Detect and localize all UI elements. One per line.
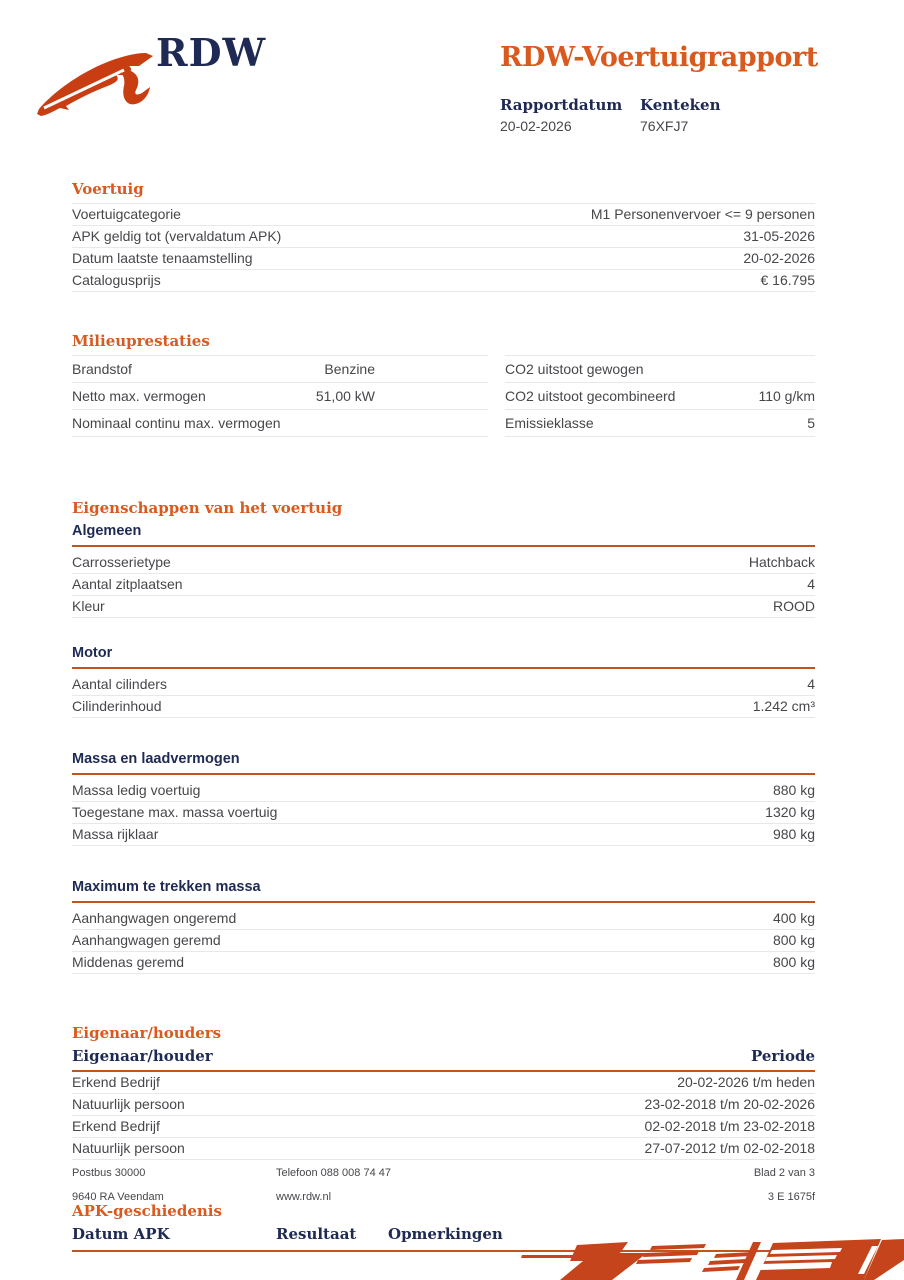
field-label: Brandstof (72, 360, 132, 377)
period-cell: 23-02-2018 t/m 20-02-2026 (644, 1096, 815, 1112)
algemeen-rows (72, 547, 815, 618)
footer-phone: Telefoon 088 008 74 47 (276, 1167, 391, 1179)
owner-cell: Erkend Bedrijf (72, 1118, 160, 1134)
field-row (72, 204, 815, 226)
field-value: 31-05-2026 (743, 228, 815, 244)
section-heading-voertuig: Voertuig (72, 180, 144, 198)
field-label: Massa ledig voertuig (72, 782, 201, 798)
field-value: Benzine (324, 360, 375, 377)
table-row (72, 1138, 815, 1160)
apk-remarks-column-header: Opmerkingen (388, 1225, 503, 1243)
field-value: 880 kg (772, 782, 815, 798)
owner-column-header: Eigenaar/houder (72, 1047, 213, 1065)
field-label: Kleur (72, 598, 105, 614)
field-label: Emissieklasse (505, 414, 594, 431)
field-label: Datum laatste tenaamstelling (72, 250, 253, 266)
field-value: 400 kg (772, 910, 815, 926)
report-title: RDW-Voertuigrapport (500, 42, 818, 73)
field-value: € 16.795 (760, 272, 815, 288)
field-value: 1.242 cm³ (752, 698, 815, 714)
field-row (72, 596, 815, 618)
field-label: Aantal zitplaatsen (72, 576, 183, 592)
field-row (72, 952, 815, 974)
field-row (72, 802, 815, 824)
field-label: CO2 uitstoot gewogen (505, 360, 644, 377)
field-value: 51,00 kW (315, 387, 375, 404)
rdw-wordmark: RDW (156, 30, 267, 75)
field-label: Aanhangwagen geremd (72, 932, 221, 948)
field-label: Aanhangwagen ongeremd (72, 910, 237, 926)
period-cell: 20-02-2026 t/m heden (677, 1074, 815, 1090)
owner-rows (72, 1072, 815, 1160)
field-row (72, 696, 815, 718)
field-value: 4 (807, 676, 815, 692)
section-heading-milieuprestaties: Milieuprestaties (72, 332, 210, 350)
voertuig-rows (72, 203, 815, 292)
report-date-label: Rapportdatum (500, 96, 623, 114)
field-row (72, 356, 488, 383)
apk-result-column-header: Resultaat (276, 1225, 357, 1243)
period-cell: 02-02-2018 t/m 23-02-2018 (644, 1118, 815, 1134)
field-value: M1 Personenvervoer <= 9 personen (590, 206, 815, 222)
footer-form-code: 3 E 1675f (767, 1191, 815, 1203)
field-label: Middenas geremd (72, 954, 185, 970)
field-row (72, 669, 815, 696)
field-label: Voertuigcategorie (72, 206, 181, 222)
field-row (72, 226, 815, 248)
milieu-columns (72, 355, 815, 437)
report-date-value: 20-02-2026 (500, 118, 572, 134)
field-value: ROOD (773, 598, 815, 614)
field-row (72, 410, 488, 437)
owner-cell: Natuurlijk persoon (72, 1140, 185, 1156)
field-row (72, 547, 815, 574)
section-heading-eigenaar: Eigenaar/houders (72, 1024, 222, 1042)
field-row (72, 270, 815, 292)
field-value: 110 g/km (758, 387, 815, 404)
field-row (72, 383, 488, 410)
field-value: 1320 kg (765, 804, 815, 820)
apk-date-column-header: Datum APK (72, 1225, 170, 1243)
speed-lines-icon (520, 1234, 904, 1280)
subsection-heading-motor: Motor (72, 644, 815, 669)
field-value: Hatchback (748, 554, 815, 570)
field-label: Cilinderinhoud (72, 698, 162, 714)
field-row (72, 930, 815, 952)
table-row (72, 1116, 815, 1138)
subsection-heading-massa: Massa en laadvermogen (72, 750, 815, 775)
field-label: Catalogusprijs (72, 272, 161, 288)
field-label: Aantal cilinders (72, 676, 167, 692)
license-plate-value: 76XFJ7 (640, 118, 689, 134)
field-label: Toegestane max. massa voertuig (72, 804, 278, 820)
field-label: APK geldig tot (vervaldatum APK) (72, 228, 282, 244)
section-heading-apk: APK-geschiedenis (72, 1202, 222, 1220)
footer-website: www.rdw.nl (276, 1191, 332, 1203)
massa-rows (72, 775, 815, 846)
field-label: Massa rijklaar (72, 826, 159, 842)
field-value: 980 kg (772, 826, 815, 842)
report-body (72, 180, 815, 1252)
field-row (505, 410, 815, 437)
license-plate-label: Kenteken (640, 96, 721, 114)
field-value: 800 kg (772, 954, 815, 970)
table-row (72, 1094, 815, 1116)
page-footer (72, 1167, 815, 1203)
field-value: 20-02-2026 (743, 250, 815, 266)
subsection-heading-trekken: Maximum te trekken massa (72, 878, 815, 903)
rdw-feather-icon (36, 44, 160, 122)
period-column-header: Periode (750, 1047, 815, 1065)
owner-cell: Natuurlijk persoon (72, 1096, 185, 1112)
field-row (505, 383, 815, 410)
trekken-rows (72, 903, 815, 974)
field-value: 4 (807, 576, 815, 592)
table-row (72, 1072, 815, 1094)
milieu-left-column (72, 355, 488, 437)
field-label: Nominaal continu max. vermogen (72, 414, 281, 431)
field-label: Carrosserietype (72, 554, 171, 570)
motor-rows (72, 669, 815, 718)
field-row (72, 248, 815, 270)
section-heading-eigenschappen: Eigenschappen van het voertuig (72, 499, 343, 517)
field-row (72, 775, 815, 802)
subsection-heading-algemeen: Algemeen (72, 522, 815, 547)
field-row (72, 903, 815, 930)
footer-address-line1: Postbus 30000 (72, 1167, 146, 1179)
field-label: Netto max. vermogen (72, 387, 206, 404)
field-label: CO2 uitstoot gecombineerd (505, 387, 676, 404)
milieu-right-column (505, 355, 815, 437)
owner-table-header (72, 1047, 815, 1072)
footer-page-indicator: Blad 2 van 3 (753, 1167, 815, 1179)
footer-address-line2: 9640 RA Veendam (72, 1191, 164, 1203)
field-value: 800 kg (772, 932, 815, 948)
owner-cell: Erkend Bedrijf (72, 1074, 160, 1090)
field-row (72, 824, 815, 846)
period-cell: 27-07-2012 t/m 02-02-2018 (644, 1140, 815, 1156)
field-value: 5 (807, 414, 815, 431)
field-row (505, 356, 815, 383)
field-row (72, 574, 815, 596)
